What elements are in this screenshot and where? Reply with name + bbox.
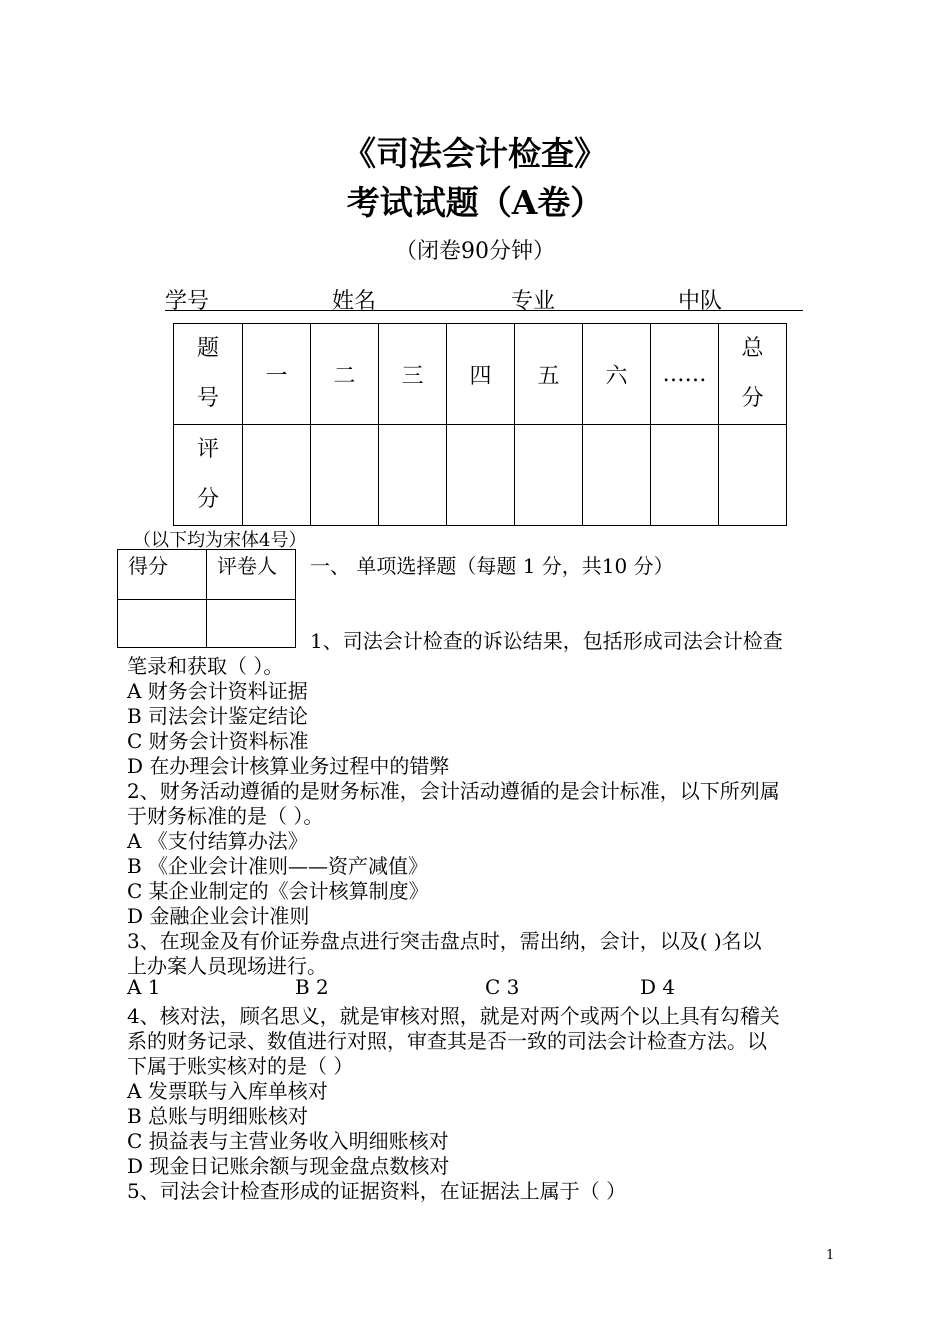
exam-title: 考试试题（A卷） <box>346 183 604 222</box>
option-line: B 总账与明细账核对 <box>127 1104 309 1128</box>
option-c: C 3 <box>485 975 520 999</box>
student-info-row <box>165 284 803 314</box>
score-table-grade-row <box>174 425 787 526</box>
question-line: 1、司法会计检查的诉讼结果，包括形成司法会计检查 <box>310 629 783 653</box>
option-line: B 司法会计鉴定结论 <box>127 704 309 728</box>
option-b: B 2 <box>295 975 329 999</box>
grader-label: 评卷人 <box>207 550 296 600</box>
option-d: D 4 <box>640 975 676 999</box>
score-table-header-row <box>174 324 787 425</box>
grading-box <box>117 549 296 648</box>
question-number-label: 题 号 <box>174 324 243 425</box>
grade-label: 评 分 <box>174 425 243 526</box>
team-label: 中队 <box>678 289 723 314</box>
score-table <box>173 323 787 526</box>
option-line: A 财务会计资料证据 <box>127 679 308 703</box>
section-title: 一、 单项选择题（每题 1 分，共10 分） <box>310 554 674 578</box>
question-line: 笔录和获取（ ）。 <box>127 654 284 678</box>
column-header: 四 <box>447 324 515 425</box>
grade-cell <box>515 425 583 526</box>
grade-cell <box>311 425 379 526</box>
option-line: D 在办理会计核算业务过程中的错弊 <box>127 754 450 778</box>
page-number: 1 <box>826 1248 835 1263</box>
column-header: 五 <box>515 324 583 425</box>
question-line: 4、核对法，顾名思义，就是审核对照，就是对两个或两个以上具有勾稽关 <box>127 1004 780 1028</box>
option-line: D 现金日记账余额与现金盘点数核对 <box>127 1154 450 1178</box>
column-header: …… <box>651 324 719 425</box>
option-line: D 金融企业会计准则 <box>127 904 310 928</box>
option-line: C 财务会计资料标准 <box>127 729 309 753</box>
score-cell <box>118 600 207 648</box>
question-line: 上办案人员现场进行。 <box>127 954 327 978</box>
grade-cell <box>243 425 311 526</box>
option-line: C 某企业制定的《会计核算制度》 <box>127 879 429 903</box>
total-score-label: 总 分 <box>719 324 787 425</box>
column-header: 一 <box>243 324 311 425</box>
question-line: 于财务标准的是（ ）。 <box>127 804 324 828</box>
font-note: （以下均为宋体4号） <box>133 530 307 551</box>
option-line: A 《支付结算办法》 <box>127 829 308 853</box>
question-line: 系的财务记录、数值进行对照，审查其是否一致的司法会计检查方法。以 <box>127 1029 767 1053</box>
grade-cell <box>379 425 447 526</box>
grader-cell <box>207 600 296 648</box>
grade-cell <box>583 425 651 526</box>
page-title: 《司法会计检查》 <box>343 134 607 173</box>
question-line: 2、财务活动遵循的是财务标准，会计活动遵循的是会计标准，以下所列属 <box>127 779 780 803</box>
column-header: 二 <box>311 324 379 425</box>
exam-subtitle: （闭卷90分钟） <box>395 239 555 264</box>
option-a: A 1 <box>127 975 161 999</box>
column-header: 六 <box>583 324 651 425</box>
grade-cell <box>447 425 515 526</box>
question-line: 3、在现金及有价证券盘点进行突击盘点时，需出纳，会计，以及( )名以 <box>127 929 762 953</box>
name-label: 姓名 <box>332 289 377 314</box>
major-label: 专业 <box>511 289 556 314</box>
column-header: 三 <box>379 324 447 425</box>
question-line: 下属于账实核对的是（ ） <box>127 1054 354 1078</box>
option-line: C 损益表与主营业务收入明细账核对 <box>127 1129 449 1153</box>
option-line: A 发票联与入库单核对 <box>127 1079 328 1103</box>
option-line: B 《企业会计准则——资产减值》 <box>127 854 429 878</box>
student-id-label: 学号 <box>165 289 210 314</box>
grade-cell <box>651 425 719 526</box>
question-line: 5、司法会计检查形成的证据资料，在证据法上属于（ ） <box>127 1179 627 1203</box>
score-label: 得分 <box>118 550 207 600</box>
grade-cell <box>719 425 787 526</box>
